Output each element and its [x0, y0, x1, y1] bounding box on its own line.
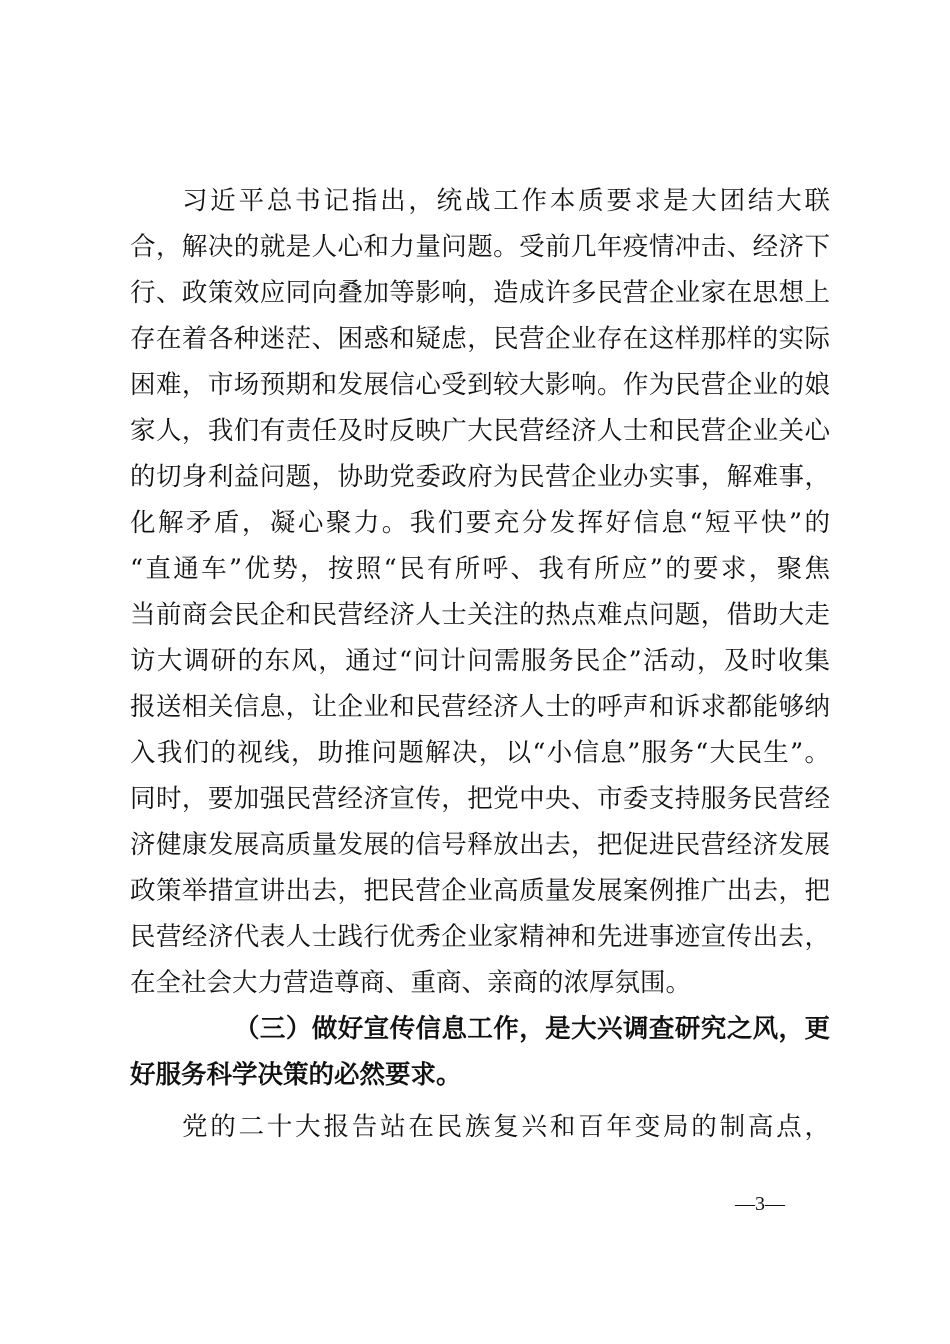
heading-line: （三）做好宣传信息工作，是大兴调查研究之风，更 — [234, 1014, 830, 1044]
paragraph-line: 困难，市场预期和发展信心受到较大影响。作为民营企业的娘 — [130, 370, 830, 400]
paragraph-line: 访大调研的东风，通过“问计问需服务民企”活动，及时收集 — [130, 646, 830, 676]
paragraph-line: 家人，我们有责任及时反映广大民营经济人士和民营企业关心 — [130, 416, 830, 446]
paragraph-line: 当前商会民企和民营经济人士关注的热点难点问题，借助大走 — [130, 600, 830, 630]
paragraph-line: 行、政策效应同向叠加等影响，造成许多民营企业家在思想上 — [130, 278, 830, 308]
paragraph-line: “直通车”优势，按照“民有所呼、我有所应”的要求，聚焦 — [130, 554, 830, 584]
body-paragraph-2 — [130, 1104, 830, 1150]
paragraph-line: 习近平总书记指出，统战工作本质要求是大团结大联 — [182, 186, 830, 216]
paragraph-line: 民营经济代表人士践行优秀企业家精神和先进事迹宣传出去， — [130, 922, 830, 952]
body-paragraph-1 — [130, 178, 830, 1006]
paragraph-line: 化解矛盾，凝心聚力。我们要充分发挥好信息“短平快”的 — [130, 508, 830, 538]
paragraph-line: 政策举措宣讲出去，把民营企业高质量发展案例推广出去，把 — [130, 876, 830, 906]
paragraph-line: 入我们的视线，助推问题解决，以“小信息”服务“大民生”。 — [130, 738, 830, 768]
paragraph-line: 存在着各种迷茫、困惑和疑虑，民营企业存在这样那样的实际 — [130, 324, 830, 354]
paragraph-line: 济健康发展高质量发展的信号释放出去，把促进民营经济发展 — [130, 830, 830, 860]
section-heading-3 — [130, 1006, 830, 1098]
paragraph-line: 报送相关信息，让企业和民营经济人士的呼声和诉求都能够纳 — [130, 692, 830, 722]
paragraph-line: 在全社会大力营造尊商、重商、亲商的浓厚氛围。 — [130, 968, 692, 998]
heading-line: 好服务科学决策的必然要求。 — [130, 1060, 462, 1090]
paragraph-line: 党的二十大报告站在民族复兴和百年变局的制高点， — [182, 1112, 830, 1142]
paragraph-line: 的切身利益问题，协助党委政府为民营企业办实事，解难事， — [130, 462, 830, 492]
paragraph-line: 同时，要加强民营经济宣传，把党中央、市委支持服务民营经 — [130, 784, 830, 814]
page-number: —3— — [735, 1193, 785, 1215]
paragraph-line: 合，解决的就是人心和力量问题。受前几年疫情冲击、经济下 — [130, 232, 830, 262]
